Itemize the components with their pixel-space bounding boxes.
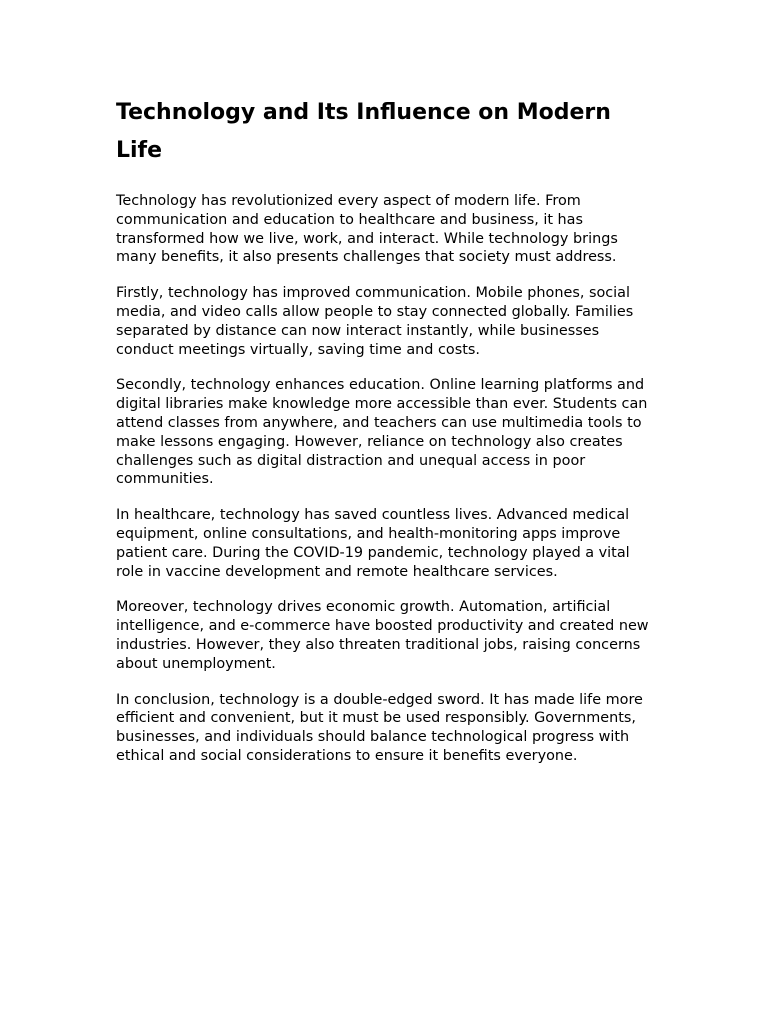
paragraph-introduction: Technology has revolutionized every aspect of modern life. From communication and education to healthcare and business, it has transformed how we live, work, and interact. While technology brings many benefits, it also presents challenges that society must address. xyxy=(116,193,618,266)
paragraph-economy: Moreover, technology drives economic growth. Automation, artificial intelligence, and e-commerce have boosted productivity and created new industries. However, they also threaten traditional jobs, raising concerns about unemployment. xyxy=(116,599,649,672)
paragraph-communication: Firstly, technology has improved communication. Mobile phones, social media, and video calls allow people to stay connected globally. Families separated by distance can now interact instantly, while businesses conduct meetings virtually, saving time and costs. xyxy=(116,285,634,358)
paragraph-conclusion: In conclusion, technology is a double-edged sword. It has made life more efficient and convenient, but it must be used responsibly. Governments, businesses, and individuals should balance technological progress with ethical and social considerations to ensure it benefits everyone. xyxy=(116,691,643,764)
document-page xyxy=(116,94,656,783)
paragraph-healthcare: In healthcare, technology has saved countless lives. Advanced medical equipment, online consultations, and health-monitoring apps improve patient care. During the COVID-19 pandemic, technology played a vital role in vaccine development and remote healthcare services. xyxy=(116,507,630,580)
paragraph-education: Secondly, technology enhances education. Online learning platforms and digital libraries make knowledge more accessible than ever. Students can attend classes from anywhere, and teachers can use multimedia tools to make lessons engaging. However, reliance on technology also creates challenges such as digital distraction and unequal access in poor communities. xyxy=(116,377,648,488)
document-title: Technology and Its Influence on Modern Life xyxy=(116,100,611,163)
